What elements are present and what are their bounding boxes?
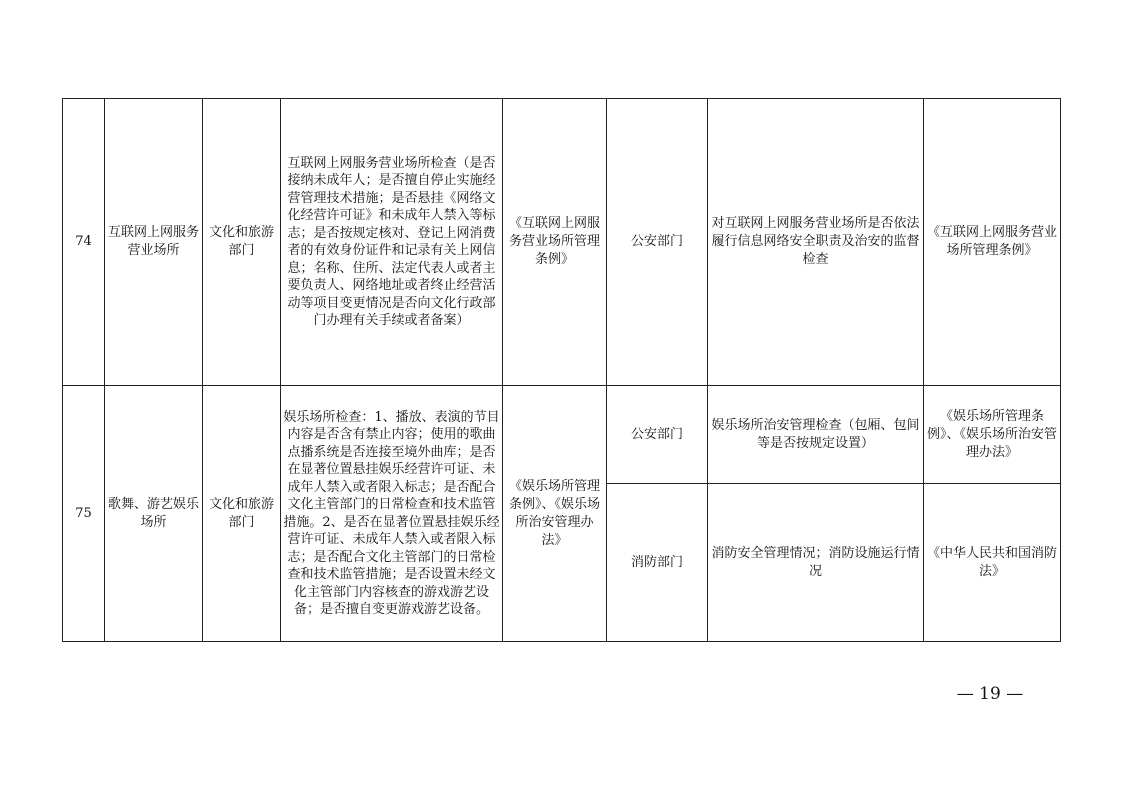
table-row bbox=[63, 386, 1061, 484]
joint-legal-basis: 《互联网上网服务营业场所管理条例》 bbox=[924, 99, 1061, 386]
joint-legal-basis: 《娱乐场所管理条例》、《娱乐场所治安管理办法》 bbox=[924, 386, 1061, 484]
joint-department: 消防部门 bbox=[607, 484, 708, 642]
joint-inspection-content: 对互联网上网服务营业场所是否依法履行信息网络安全职责及治安的监督检查 bbox=[708, 99, 924, 386]
lead-department: 文化和旅游部门 bbox=[203, 386, 281, 642]
table-row bbox=[63, 99, 1061, 386]
joint-department: 公安部门 bbox=[607, 386, 708, 484]
inspection-content: 互联网上网服务营业场所检查（是否接纳未成年人；是否擅自停止实施经营管理技术措施；是否悬挂《网络文化经营许可证》和未成年人禁入等标志；是否按规定核对、登记上网消费者的有效身份证件和记录有关上网信息；名称、住所、法定代表人或者主要负责人、网络地址或者终止经营活动等项目变更情况是否向文化行政部门办理有关手续或者备案） bbox=[281, 99, 503, 386]
legal-basis: 《互联网上网服务营业场所管理条例》 bbox=[503, 99, 607, 386]
inspection-content: 娱乐场所检查：1、播放、表演的节目内容是否含有禁止内容；使用的歌曲点播系统是否连接至境外曲库；是否在显著位置悬挂娱乐经营许可证、未成年人禁入或者限入标志；是否配合文化主管部门的日常检查和技术监管措施。2、是否在显著位置悬挂娱乐经营许可证、未成年人禁入或者限入标志；是否配合文化主管部门的日常检查和技术监管措施；是否设置未经文化主管部门内容核查的游戏游艺设备；是否擅自变更游戏游艺设备。 bbox=[281, 386, 503, 642]
joint-inspection-content: 娱乐场所治安管理检查（包厢、包间等是否按规定设置） bbox=[708, 386, 924, 484]
inspection-table bbox=[62, 98, 1061, 642]
inspection-item: 歌舞、游艺娱乐场所 bbox=[105, 386, 203, 642]
joint-legal-basis: 《中华人民共和国消防法》 bbox=[924, 484, 1061, 642]
row-number: 75 bbox=[63, 386, 105, 642]
joint-department: 公安部门 bbox=[607, 99, 708, 386]
legal-basis: 《娱乐场所管理条例》、《娱乐场所治安管理办法》 bbox=[503, 386, 607, 642]
inspection-item: 互联网上网服务营业场所 bbox=[105, 99, 203, 386]
row-number: 74 bbox=[63, 99, 105, 386]
page-number: — 19 — bbox=[956, 684, 1024, 704]
joint-inspection-content: 消防安全管理情况；消防设施运行情况 bbox=[708, 484, 924, 642]
lead-department: 文化和旅游部门 bbox=[203, 99, 281, 386]
